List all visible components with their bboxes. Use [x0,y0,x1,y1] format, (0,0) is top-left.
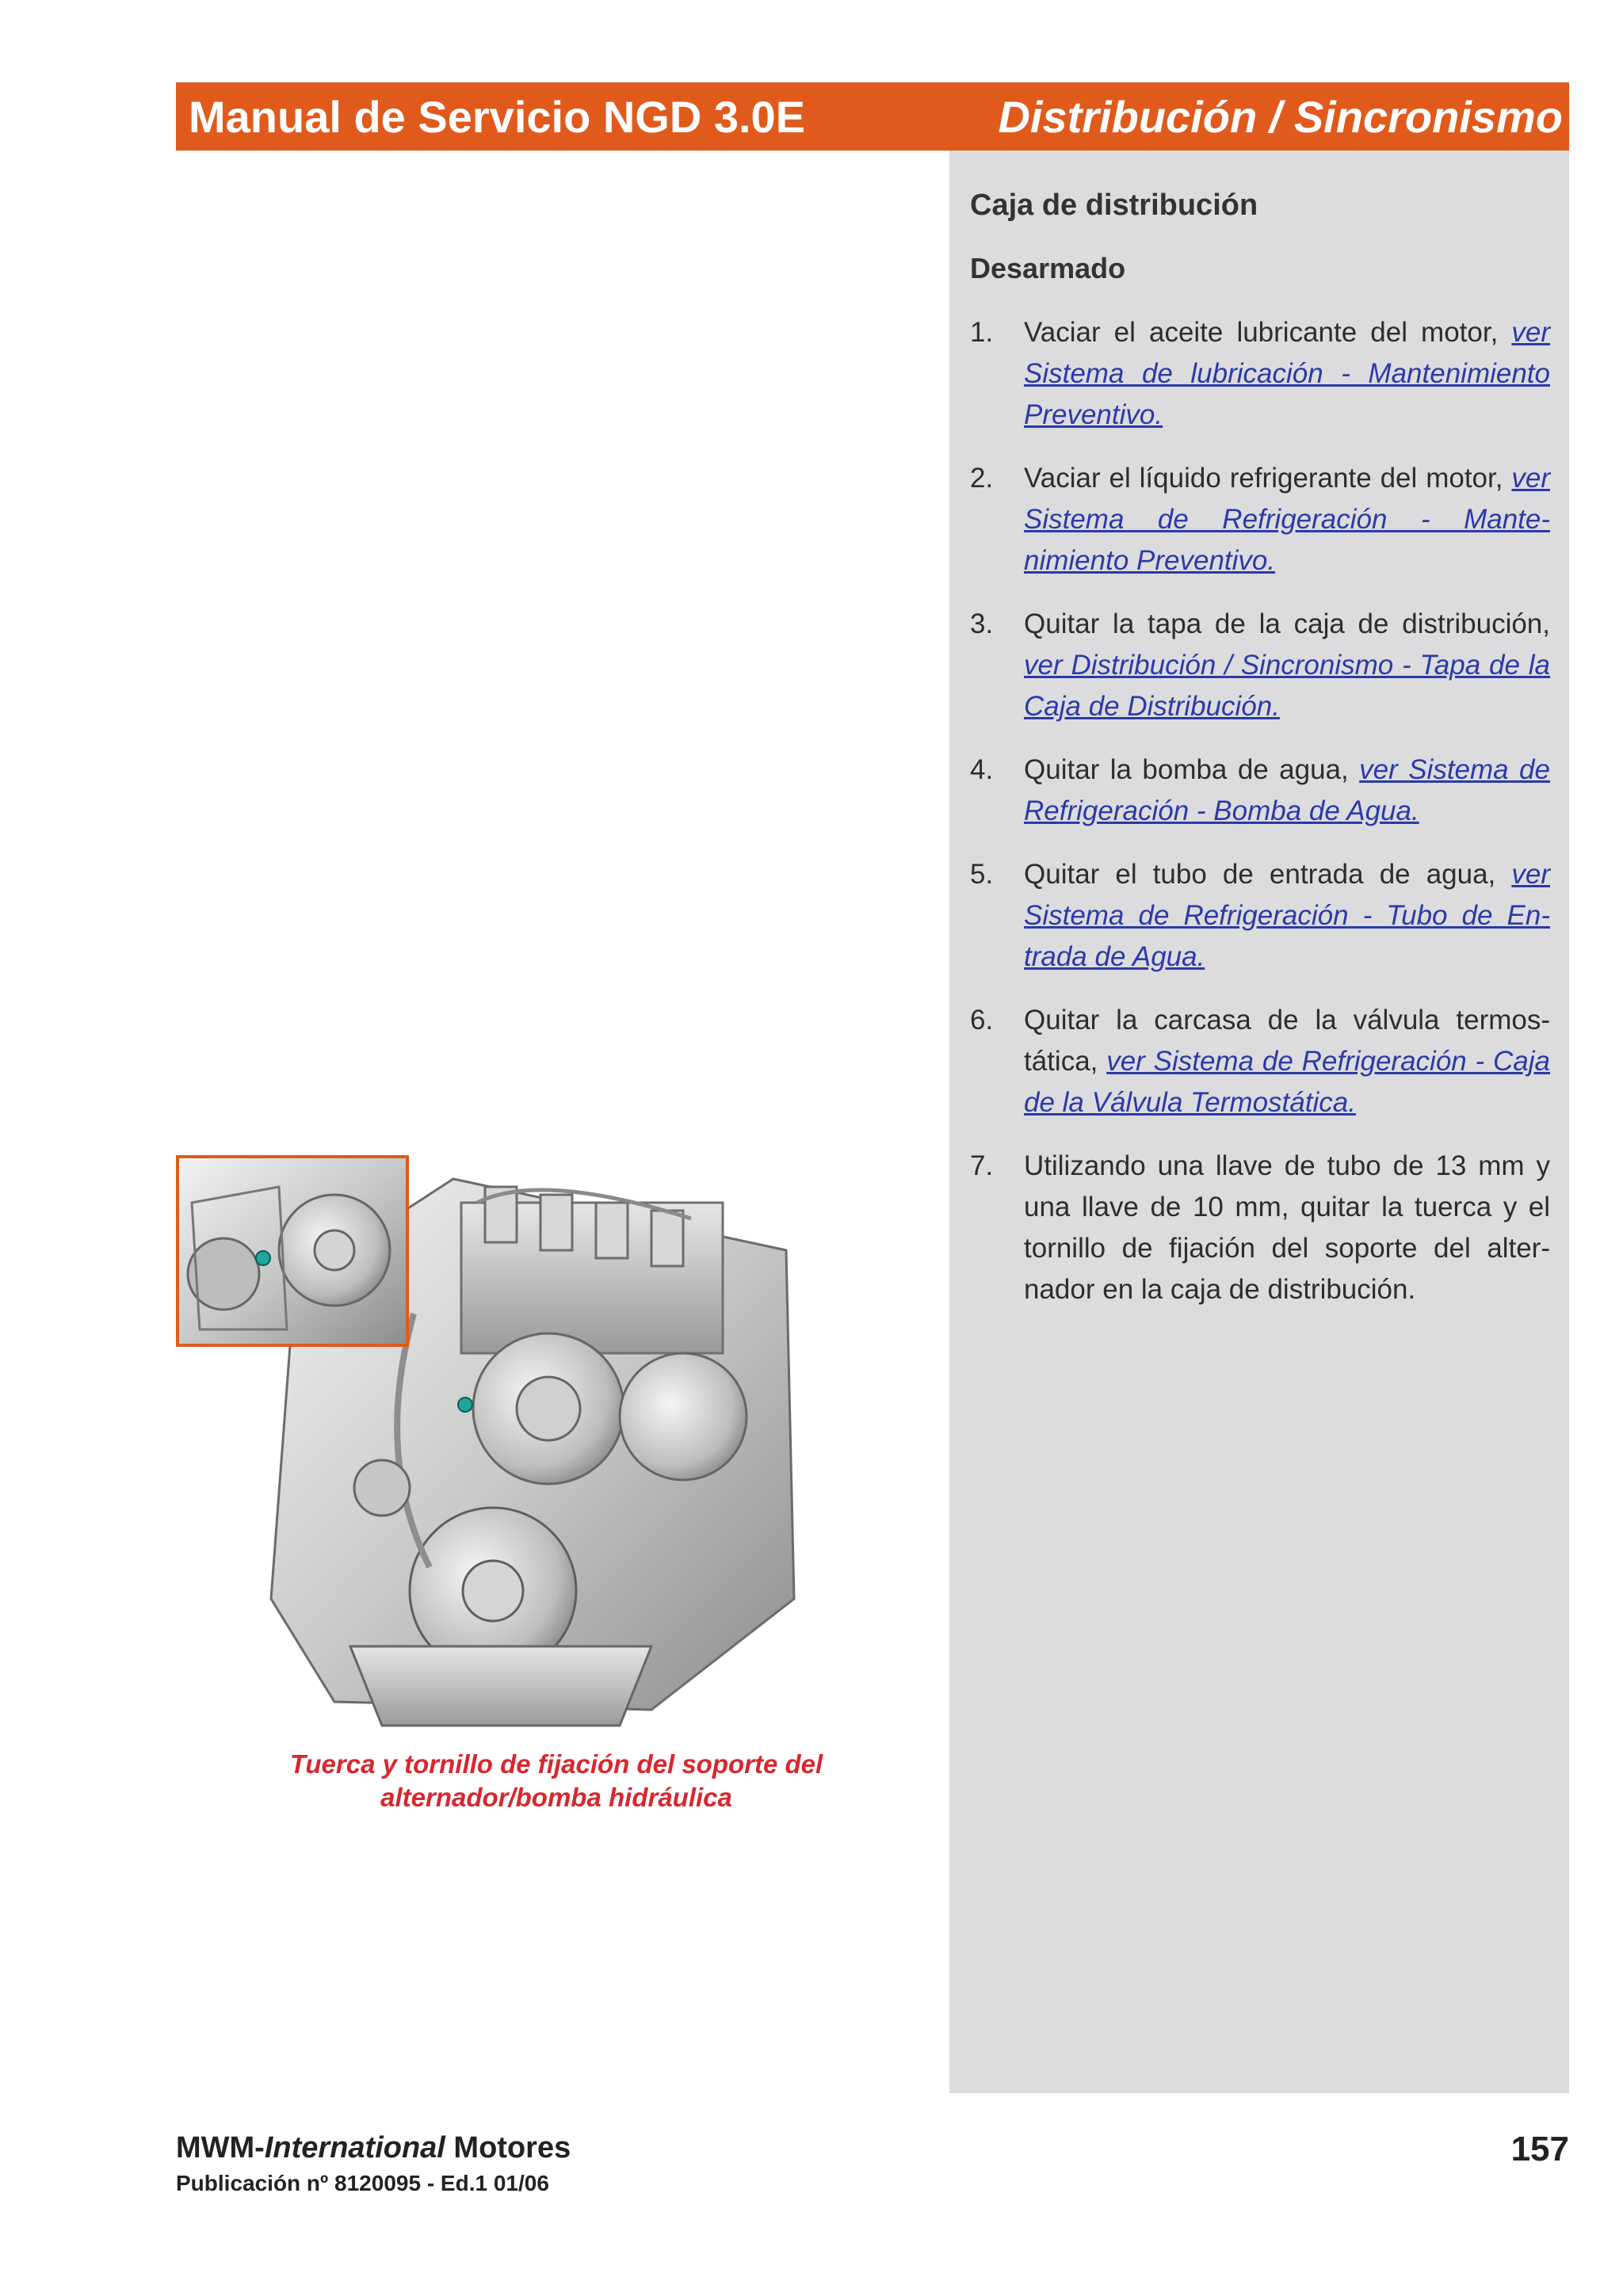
content-subtitle: Desarmado [970,252,1126,284]
step-text: Vaciar el líquido refrigerante del motor, [1024,463,1503,494]
step-body [1024,1146,1550,1310]
caption-line-2: alternador/bomba hidráulica [380,1783,732,1812]
step-number: 3. [970,608,994,639]
step-text: Quitar la bomba de agua, [1024,754,1349,785]
step-text: Vaciar el aceite lubricante del motor, [1024,317,1499,348]
step-item-3 [970,604,1550,727]
brand-prefix: MWM- [176,2131,265,2164]
step-item-2 [970,458,1550,582]
step-link[interactable]: ver Sistema de Refrigeración - Tubo de En-trada de Agua. [1024,859,1550,972]
steps-list [970,312,1550,1333]
step-number: 2. [970,463,994,494]
step-link[interactable]: ver Sistema de Refrigeración - Caja de la Válvula Termostática. [1024,1046,1550,1118]
brand-suffix: Motores [445,2131,571,2164]
step-link[interactable]: ver Sistema de lubricación - Mantenimiento Preventivo. [1024,317,1550,430]
step-number: 4. [970,754,994,785]
step-link[interactable]: ver Distribución / Sincronismo - Tapa de la Caja de Distribución. [1024,650,1550,722]
step-item-1 [970,312,1550,436]
brand-italic: International [264,2131,445,2164]
engine-illustration [176,1155,937,1757]
step-body [1024,854,1550,978]
step-item-5 [970,854,1550,978]
step-link[interactable]: ver Sistema de Refrigeración - Mante-nimiento Preventivo. [1024,463,1550,576]
section-title-header: Distribución / Sincronismo [998,91,1563,142]
step-item-4 [970,749,1550,832]
content-title: Caja de distribución [970,189,1258,222]
step-text: Utilizando una llave de tubo de 13 mm y una llave de 10 mm, quitar la tuerca y el tornillo de fijación del soporte del alter-nador en la caja de distribución. [1024,1150,1550,1305]
manual-title: Manual de Servicio NGD 3.0E [189,91,806,142]
step-number: 6. [970,1005,994,1035]
caption-line-1: Tuerca y tornillo de fijación del soporte del [289,1749,823,1779]
figure-caption [176,1748,937,1814]
step-body [1024,312,1550,436]
step-number: 1. [970,317,994,348]
step-body [1024,604,1550,727]
step-text: Quitar la carcasa de la válvula termos-tática, [1024,1005,1550,1077]
step-body [1024,749,1550,832]
step-link[interactable]: ver Sistema de Refrigeración - Bomba de Agua. [1024,754,1550,826]
step-body [1024,1000,1550,1123]
step-number: 5. [970,859,994,890]
page-number: 157 [1510,2130,1569,2168]
step-text: Quitar el tubo de entrada de agua, [1024,859,1496,890]
step-item-7 [970,1146,1550,1310]
step-number: 7. [970,1150,994,1181]
footer-brand [176,2131,571,2165]
step-item-6 [970,1000,1550,1123]
publication-info: Publicación nº 8120095 - Ed.1 01/06 [176,2171,549,2195]
step-body [1024,458,1550,582]
step-text: Quitar la tapa de la caja de distribución, [1024,608,1550,639]
page-header [176,82,1569,151]
